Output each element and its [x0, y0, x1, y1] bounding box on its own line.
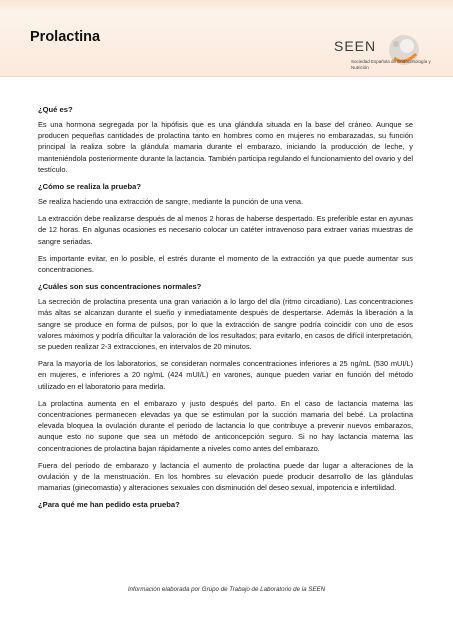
- paragraph: Se realiza haciendo una extracción de sangre, mediante la punción de una vena.: [38, 197, 304, 207]
- top-band: [0, 0, 453, 14]
- logo-text: SEEN: [334, 38, 377, 54]
- paragraph: La prolactina aumenta en el embarazo y justo después del parto. En el caso de lactancia materna las concentraciones permanecen elevadas ya que se estimulan por la succión mamaria del bebé. La prolactina elevada bloquea la ovulación durante el periodo de lactancia lo que contribuye a prevenir nuevos embarazos, aunque esto no supone que sea un método de anticoncepción seguro. Si no hay lactancia materna las concentraciones de prolactina bajan rápidamente a niveles como antes del embarazo.: [38, 398, 413, 453]
- paragraph: Es una hormona segregada por la hipófisis que es una glándula situada en la base del cráneo. Aunque se producen pequeñas cantidades de prolactina tanto en hombres como en mujeres no embarazadas, su función principal la realiza sobre la glándula mamaria durante el embarazo, iniciando la producción de leche, y manteniéndola posteriormente durante la lactancia. También participa regulando el funcionamiento del ovario y del testículo.: [38, 120, 413, 174]
- paragraph: Fuera del periodo de embarazo y lactancia el aumento de prolactina puede dar lugar a alteraciones de la ovulación y de la menstruación. En los hombres su elevación puede producir desarrollo de las glándulas mamarias (ginecomastia) y alteraciones sexuales con disminución del deseo sexual, impotencia e infertilidad.: [38, 460, 413, 493]
- paragraph: Para la mayoría de los laboratorios, se consideran normales concentraciones inferiores a 25 ng/mL (530 mUI/L) en mujeres, e inferiores a 20 ng/mL (424 mUI/L) en varones, aunque pueden variar en función del método utilizado en el laboratorio para medirla.: [38, 359, 413, 391]
- document-body: [38, 104, 413, 514]
- paragraph: Es importante evitar, en lo posible, el estrés durante el momento de la extracción ya que puede aumentar sus concentraciones.: [38, 253, 413, 275]
- section-heading: ¿Para qué me han pedido esta prueba?: [38, 500, 180, 510]
- section-heading: ¿Cómo se realiza la prueba?: [38, 182, 141, 192]
- logo-subtitle: Sociedad Española de Endocrinología y Nutrición: [351, 59, 431, 70]
- footer-credit: Información elaborada por Grupo de Trabajo de Laboratorio de la SEEN: [127, 586, 326, 593]
- paragraph: La secreción de prolactina presenta una gran variación a lo largo del día (ritmo circadiano). Las concentraciones más altas se alcanzan durante el sueño y inmediatamente después de despertarse. Además la liberación a la sangre se produce en forma de pulsos, por lo que la extracción de sangre podría coincidir con uno de esos valores máximos y podría dificultar la valoración de los resultados; para evitarlo, en casos de difícil interpretación, se pueden realizar 2-3 extracciones, en intervalos de 20 minutos.: [38, 297, 413, 352]
- paragraph: La extracción debe realizarse después de al menos 2 horas de haberse despertado. Es preferible estar en ayunas de 12 horas. En algunas ocasiones es necesario colocar un catéter intravenoso para extraer varias muestras de sangre seriadas.: [38, 214, 413, 246]
- section-heading: ¿Qué es?: [38, 105, 73, 114]
- page-header: [0, 14, 453, 77]
- page-title: Prolactina: [30, 29, 101, 45]
- section-heading: ¿Cuáles son sus concentraciones normales?: [38, 282, 202, 292]
